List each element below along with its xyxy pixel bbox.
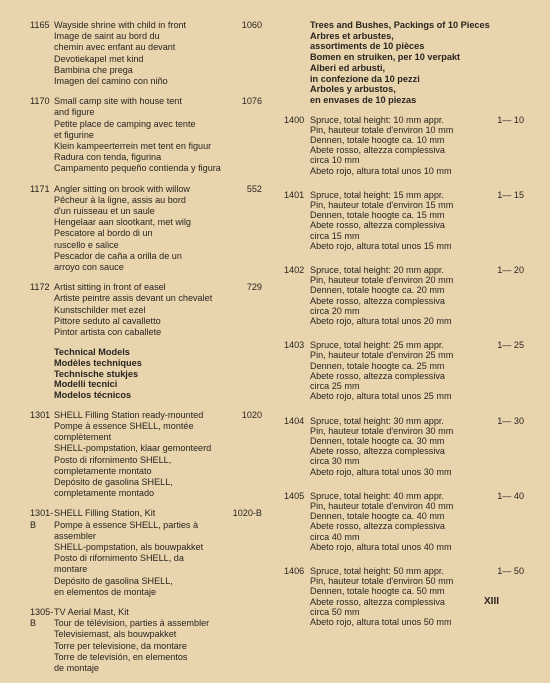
- description-line: Dennen, totale hoogte ca. 10 mm: [310, 135, 445, 146]
- description-line: circa 30 mm: [310, 456, 360, 467]
- description-line: Abeto rojo, altura total unos 10 mm: [310, 165, 452, 176]
- item-description: [310, 265, 524, 326]
- description-line: Pescatore al bordo di un: [54, 228, 153, 239]
- item-price: 552: [246, 183, 262, 194]
- description-line: Pompe à essence SHELL, montée: [54, 421, 194, 431]
- heading-line: Technical Models: [54, 347, 130, 358]
- catalog-entry: [30, 508, 262, 598]
- description-line: Devotiekapel met kind: [54, 53, 144, 64]
- description-line: circa 40 mm: [310, 531, 360, 542]
- item-price: 1— 10: [497, 114, 524, 125]
- description-line: Kunstschilder met ezel: [54, 304, 146, 315]
- description-line: Pompe à essence SHELL, parties à: [54, 519, 199, 530]
- heading-line: in confezione da 10 pezzi: [310, 73, 420, 84]
- description-line: Tour de télévision, parties à assembler: [54, 618, 210, 629]
- description-line: Spruce, total height: 40 mm appr.: [310, 490, 444, 501]
- item-number: 1301: [30, 409, 51, 420]
- description-line: Artist sitting in front of easel: [54, 282, 166, 293]
- heading-line: en envases de 10 piezas: [310, 94, 417, 105]
- item-number: 1405: [284, 490, 305, 501]
- description-line: SHELL Filling Station ready-mounted: [54, 409, 204, 420]
- description-line: ruscello e salice: [54, 239, 119, 250]
- description-line: Image de saint au bord du: [54, 31, 160, 42]
- description-line: Dennen, totale hoogte ca. 30 mm: [310, 435, 445, 446]
- technical-models-heading: [54, 347, 262, 401]
- description-line: Televisiemast, als bouwpakket: [54, 629, 177, 640]
- item-price: 1— 15: [497, 189, 524, 200]
- description-line: de montaje: [54, 663, 99, 674]
- right-entries: [284, 115, 524, 628]
- description-line: circa 10 mm: [310, 155, 360, 166]
- description-line: Spruce, total height: 10 mm appr.: [310, 114, 444, 125]
- description-line: Imagen del camino con niño: [54, 76, 168, 87]
- description-line: Radura con tenda, figurina: [54, 152, 162, 163]
- item-description: [54, 184, 262, 274]
- description-line: Dennen, totale hoogte ca. 15 mm: [310, 210, 445, 221]
- description-line: Spruce, total height: 25 mm appr.: [310, 340, 444, 351]
- description-line: Abete rosso, altezza complessiva: [310, 370, 445, 381]
- description-line: circa 15 mm: [310, 230, 360, 241]
- description-line: Torre per televisione, da montare: [54, 640, 187, 651]
- item-price: 1020-B: [232, 508, 262, 519]
- description-line: Campamento pequeño contienda y figura: [54, 163, 221, 174]
- item-number: 1170: [30, 96, 50, 107]
- description-line: SHELL Filling Station, Kit: [54, 508, 156, 519]
- item-price: 1— 40: [497, 490, 524, 501]
- description-line: Pêcheur à la ligne, assis au bord: [54, 194, 186, 205]
- item-price: 729: [246, 282, 262, 293]
- catalog-entry: [284, 416, 524, 477]
- description-line: Spruce, total height: 15 mm appr.: [310, 189, 444, 200]
- item-description: [310, 115, 524, 176]
- item-number: 1404: [284, 415, 305, 426]
- item-description: [54, 607, 262, 674]
- description-line: SHELL-pompstation, klaar gemonteerd: [54, 443, 212, 454]
- description-line: Dennen, totale hoogte ca. 50 mm: [310, 586, 445, 597]
- catalog-entry: [30, 410, 262, 500]
- description-line: Klein kampeerterrein met tent en figuur: [54, 141, 212, 152]
- description-line: Abeto rojo, altura total unos 40 mm: [310, 541, 452, 552]
- item-description: [54, 282, 262, 338]
- item-price: 1020: [241, 409, 262, 420]
- heading-line: Modèles techniques: [54, 357, 142, 368]
- description-line: Abeto rojo, altura total unos 25 mm: [310, 391, 452, 402]
- description-line: Depósito de gasolina SHELL,: [54, 575, 173, 586]
- description-line: Posto di rifornimento SHELL,: [54, 454, 172, 465]
- description-line: en elementos de montaje: [54, 586, 157, 597]
- description-line: Pittore seduto al cavalletto: [54, 315, 161, 326]
- description-line: Abete rosso, altezza complessiva: [310, 596, 445, 607]
- item-number: 1172: [30, 282, 50, 293]
- heading-line: Alberi ed arbusti,: [310, 62, 386, 73]
- description-line: SHELL-pompstation, als bouwpakket: [54, 542, 204, 553]
- item-description: [54, 20, 262, 87]
- description-line: Artiste peintre assis devant un chevalet: [54, 293, 213, 304]
- heading-line: Modelos técnicos: [54, 390, 132, 401]
- description-line: Bambina che prega: [54, 64, 133, 75]
- description-line: assembler: [54, 530, 96, 541]
- description-line: circa 50 mm: [310, 606, 360, 617]
- description-line: Pin, hauteur totale d'environ 40 mm: [310, 500, 454, 511]
- item-description: [54, 508, 262, 598]
- item-price: 1— 20: [497, 265, 524, 276]
- description-line: Torre de televisión, en elementos: [54, 651, 188, 662]
- description-line: Pin, hauteur totale d'environ 30 mm: [310, 425, 454, 436]
- description-line: Wayside shrine with child in front: [54, 20, 187, 30]
- description-line: Pin, hauteur totale d'environ 50 mm: [310, 576, 454, 587]
- item-number: 1165: [30, 20, 50, 30]
- item-number: 1402: [284, 265, 305, 276]
- description-line: Abeto rojo, altura total unos 20 mm: [310, 316, 452, 327]
- description-line: arroyo con sauce: [54, 262, 124, 273]
- catalog-entry: [284, 190, 524, 251]
- description-line: Dennen, totale hoogte ca. 20 mm: [310, 285, 445, 296]
- description-line: Pin, hauteur totale d'environ 10 mm: [310, 124, 454, 135]
- left-column: [30, 20, 262, 683]
- item-description: [310, 190, 524, 251]
- item-description: [310, 416, 524, 477]
- trees-bushes-heading: [310, 20, 524, 106]
- description-line: d'un ruisseau et un saule: [54, 206, 155, 217]
- description-line: Spruce, total height: 20 mm appr.: [310, 265, 444, 276]
- item-price: 1076: [241, 96, 262, 107]
- left-entries-bottom: [30, 410, 262, 674]
- description-line: Abeto rojo, altura total unos 30 mm: [310, 466, 452, 477]
- heading-line: Arbres et arbustes,: [310, 30, 394, 41]
- description-line: completamente montato: [54, 465, 152, 476]
- description-line: Posto di rifornimento SHELL, da: [54, 553, 184, 564]
- item-price: 1— 25: [497, 340, 524, 351]
- item-number: 1406: [284, 565, 305, 576]
- item-number: 1403: [284, 340, 305, 351]
- description-line: circa 25 mm: [310, 381, 360, 392]
- description-line: Pin, hauteur totale d'environ 15 mm: [310, 200, 454, 211]
- heading-line: Arboles y arbustos,: [310, 84, 396, 95]
- item-description: [310, 491, 524, 552]
- description-line: Angler sitting on brook with willow: [54, 183, 190, 194]
- description-line: Spruce, total height: 50 mm appr.: [310, 565, 444, 576]
- description-line: Dennen, totale hoogte ca. 25 mm: [310, 360, 445, 371]
- item-description: [54, 96, 262, 174]
- description-line: Depósito de gasolina SHELL,: [54, 477, 173, 488]
- description-line: Pintor artista con caballete: [54, 327, 162, 338]
- description-line: Abete rosso, altezza complessiva: [310, 446, 445, 457]
- item-number: 1171: [30, 183, 50, 194]
- description-line: Abeto rojo, altura total unos 50 mm: [310, 616, 452, 627]
- catalog-entry: [284, 340, 524, 401]
- description-line: completamente montado: [54, 488, 155, 499]
- description-line: et figurine: [54, 129, 94, 140]
- description-line: Hengelaar aan slootkant, met wilg: [54, 217, 191, 228]
- description-line: Pin, hauteur totale d'environ 25 mm: [310, 350, 454, 361]
- description-line: Small camp site with house tent: [54, 96, 182, 107]
- description-line: Petite place de camping avec tente: [54, 118, 196, 129]
- item-number: 1305-B: [30, 607, 54, 629]
- description-line: chemin avec enfant au devant: [54, 42, 176, 53]
- item-price: 1060: [241, 20, 262, 30]
- item-description: [310, 340, 524, 401]
- description-line: Abeto rojo, altura total unos 15 mm: [310, 240, 452, 251]
- description-line: and figure: [54, 107, 95, 118]
- left-entries-top: [30, 20, 262, 338]
- description-line: Abete rosso, altezza complessiva: [310, 521, 445, 532]
- item-number: 1301-B: [30, 508, 54, 530]
- description-line: circa 20 mm: [310, 305, 360, 316]
- heading-line: Trees and Bushes, Packings of 10 Pieces: [310, 20, 490, 30]
- item-number: 1400: [284, 114, 305, 125]
- description-line: TV Aerial Mast, Kit: [54, 607, 129, 618]
- catalog-entry: [284, 115, 524, 176]
- description-line: Abete rosso, altezza complessiva: [310, 295, 445, 306]
- description-line: complètement: [54, 432, 112, 443]
- catalog-entry: [30, 20, 262, 87]
- page-number: XIII: [484, 596, 500, 607]
- heading-line: Modelli tecnici: [54, 379, 118, 390]
- catalog-entry: [30, 184, 262, 274]
- description-line: Abete rosso, altezza complessiva: [310, 220, 445, 231]
- description-line: montare: [54, 564, 88, 575]
- right-column: [284, 20, 524, 641]
- catalog-entry: [30, 282, 262, 338]
- item-number: 1401: [284, 189, 305, 200]
- description-line: Spruce, total height: 30 mm appr.: [310, 415, 444, 426]
- heading-line: Bomen en struiken, per 10 verpakt: [310, 52, 461, 63]
- heading-line: assortiments de 10 pièces: [310, 41, 425, 52]
- item-description: [54, 410, 262, 500]
- heading-line: Technische stukjes: [54, 368, 139, 379]
- item-price: 1— 30: [497, 415, 524, 426]
- catalog-entry: [284, 265, 524, 326]
- catalog-entry: [30, 607, 262, 674]
- description-line: Pin, hauteur totale d'environ 20 mm: [310, 275, 454, 286]
- description-line: Dennen, totale hoogte ca. 40 mm: [310, 511, 445, 522]
- item-price: 1— 50: [497, 565, 524, 576]
- description-line: Abete rosso, altezza complessiva: [310, 145, 445, 156]
- catalog-entry: [284, 491, 524, 552]
- catalog-entry: [30, 96, 262, 174]
- description-line: Pescador de caña a orilla de un: [54, 250, 182, 261]
